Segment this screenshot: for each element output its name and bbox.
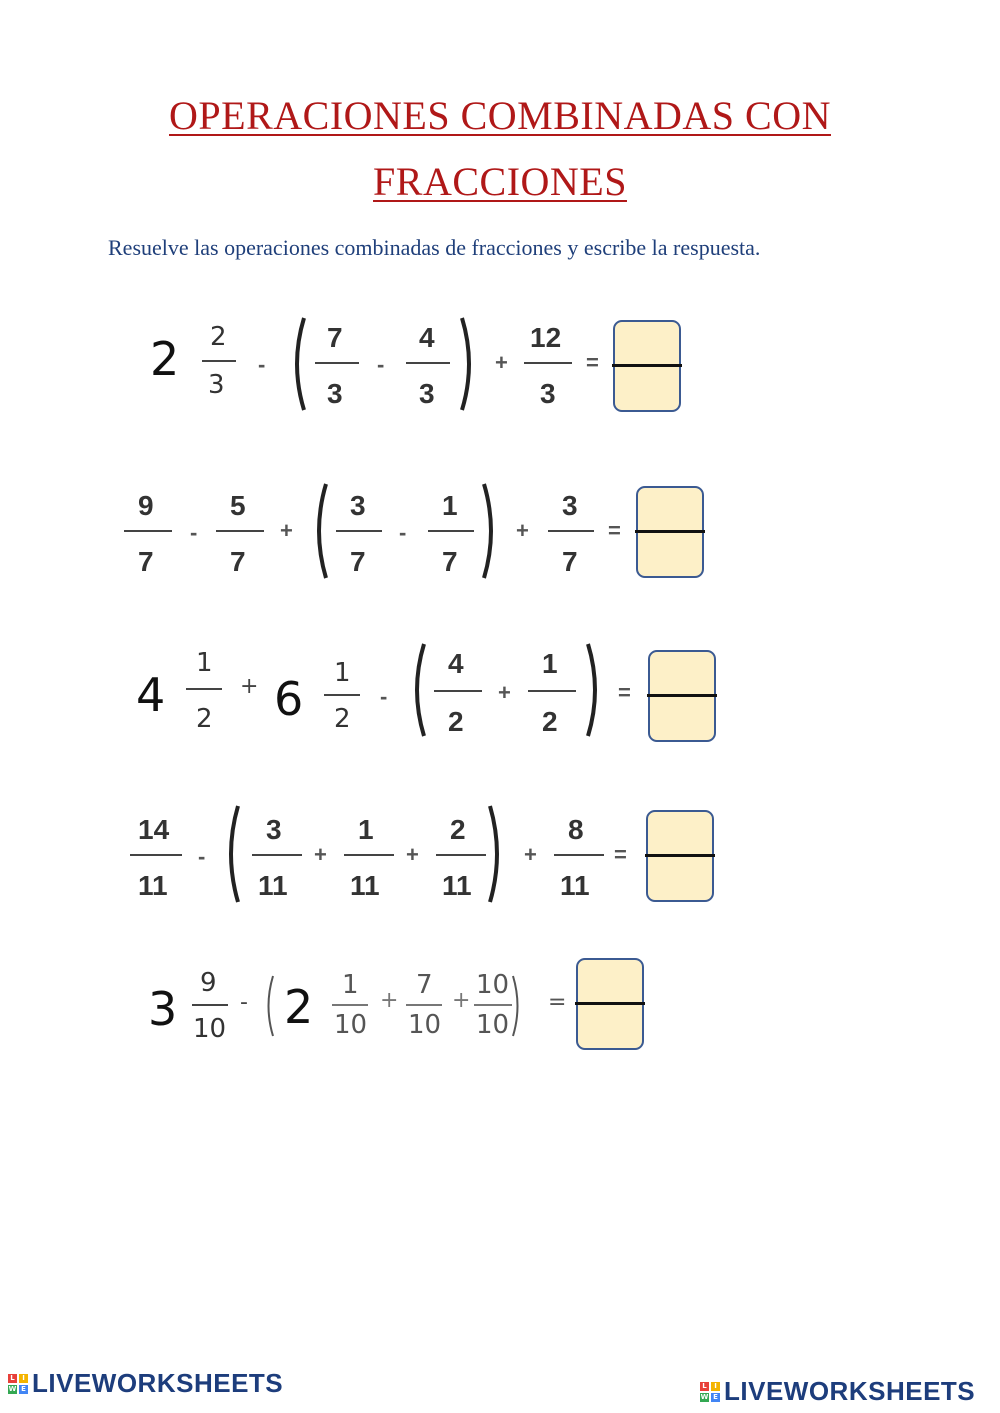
instructions: Resuelve las operaciones combinadas de fracciones y escribe la respuesta. (108, 235, 761, 260)
denominator: 11 (442, 870, 472, 901)
operator: - (380, 684, 388, 709)
operator: + (314, 842, 327, 867)
numerator: 5 (230, 490, 246, 521)
operator: - (190, 520, 198, 545)
fraction-bar (436, 854, 486, 856)
numerator: 1 (334, 658, 351, 688)
denominator: 11 (350, 870, 380, 901)
numerator: 3 (562, 490, 578, 521)
equals-sign: = (586, 350, 599, 375)
fraction-bar (406, 1004, 442, 1006)
fraction-bar (216, 530, 264, 532)
operator: - (240, 990, 248, 1015)
fraction-bar (336, 530, 382, 532)
fraction-bar (554, 854, 604, 856)
denominator: 2 (196, 704, 213, 734)
numerator: 1 (196, 648, 213, 678)
numerator: 4 (419, 322, 435, 353)
denominator: 7 (350, 546, 366, 577)
equals-sign: = (618, 680, 631, 705)
denominator: 3 (419, 378, 435, 409)
numerator: 2 (450, 814, 466, 845)
fraction-bar (428, 530, 474, 532)
denominator: 2 (542, 706, 558, 737)
logo-blocks-icon: L I W E (8, 1374, 28, 1394)
whole-number: 6 (274, 672, 304, 726)
denominator: 3 (540, 378, 556, 409)
operator: - (258, 352, 266, 377)
operator: + (498, 680, 511, 705)
numerator: 1 (358, 814, 374, 845)
operator: + (516, 518, 529, 543)
numerator: 1 (442, 490, 458, 521)
whole-number: 2 (284, 980, 314, 1034)
denominator: 11 (560, 870, 590, 901)
operator: - (377, 352, 385, 377)
answer-box[interactable] (648, 650, 716, 742)
fraction-bar (434, 690, 482, 692)
denominator: 2 (334, 704, 351, 734)
fraction-bar (524, 362, 572, 364)
right-parenthesis (510, 974, 524, 1038)
logo-text: LIVEWORKSHEETS (724, 1376, 976, 1406)
answer-box[interactable] (636, 486, 704, 578)
answer-box[interactable] (613, 320, 681, 412)
fraction-bar (124, 530, 172, 532)
denominator: 7 (442, 546, 458, 577)
numerator: 1 (542, 648, 558, 679)
liveworksheets-logo-left (8, 1368, 283, 1399)
right-parenthesis (458, 316, 478, 412)
denominator: 10 (193, 1014, 227, 1044)
numerator: 3 (350, 490, 366, 521)
operator: - (198, 844, 206, 869)
left-parenthesis (408, 642, 428, 738)
fraction-bar (252, 854, 302, 856)
answer-box[interactable] (576, 958, 644, 1050)
equals-sign: = (608, 518, 621, 543)
numerator: 12 (530, 322, 562, 353)
page-title-line-1: OPERACIONES COMBINADAS CON (169, 93, 831, 138)
denominator: 3 (327, 378, 343, 409)
operator: + (452, 988, 471, 1013)
numerator: 7 (327, 322, 343, 353)
numerator: 14 (138, 814, 170, 845)
denominator: 3 (208, 370, 225, 400)
operator: + (240, 674, 259, 699)
answer-box[interactable] (646, 810, 714, 902)
denominator: 10 (334, 1010, 368, 1040)
denominator: 11 (138, 870, 168, 901)
numerator: 8 (568, 814, 584, 845)
denominator: 10 (408, 1010, 442, 1040)
fraction-bar (474, 1004, 512, 1006)
numerator: 9 (200, 968, 217, 998)
numerator: 10 (476, 970, 510, 1000)
left-parenthesis (222, 804, 242, 904)
numerator: 4 (448, 648, 464, 679)
numerator: 3 (266, 814, 282, 845)
right-parenthesis (480, 482, 500, 580)
denominator: 11 (258, 870, 288, 901)
fraction-bar (548, 530, 594, 532)
fraction-bar (324, 694, 360, 696)
fraction-bar (315, 362, 359, 364)
whole-number: 4 (136, 668, 166, 722)
numerator: 1 (342, 970, 359, 1000)
operator: + (280, 518, 293, 543)
equals-sign: = (614, 842, 627, 867)
fraction-bar (528, 690, 576, 692)
fraction-bar (202, 360, 236, 362)
fraction-bar (186, 688, 222, 690)
fraction-bar (344, 854, 394, 856)
operator: + (380, 988, 399, 1013)
denominator: 7 (562, 546, 578, 577)
operator: - (399, 520, 407, 545)
fraction-bar (406, 362, 450, 364)
whole-number: 2 (150, 332, 180, 386)
page-title-line-2: FRACCIONES (373, 159, 627, 204)
right-parenthesis (584, 642, 604, 738)
left-parenthesis (262, 974, 276, 1038)
fraction-bar (130, 854, 182, 856)
denominator: 2 (448, 706, 464, 737)
left-parenthesis (310, 482, 330, 580)
numerator: 7 (416, 970, 433, 1000)
numerator: 2 (210, 322, 227, 352)
whole-number: 3 (148, 982, 178, 1036)
equals-sign: = (548, 990, 567, 1015)
left-parenthesis (288, 316, 308, 412)
logo-text: LIVEWORKSHEETS (32, 1368, 284, 1398)
logo-blocks-icon: L I W E (700, 1382, 720, 1402)
numerator: 9 (138, 490, 154, 521)
fraction-bar (332, 1004, 368, 1006)
operator: + (406, 842, 419, 867)
liveworksheets-logo-right (700, 1376, 975, 1407)
operator: + (524, 842, 537, 867)
denominator: 10 (476, 1010, 510, 1040)
fraction-bar (192, 1004, 228, 1006)
right-parenthesis (486, 804, 506, 904)
operator: + (495, 350, 508, 375)
denominator: 7 (138, 546, 154, 577)
denominator: 7 (230, 546, 246, 577)
